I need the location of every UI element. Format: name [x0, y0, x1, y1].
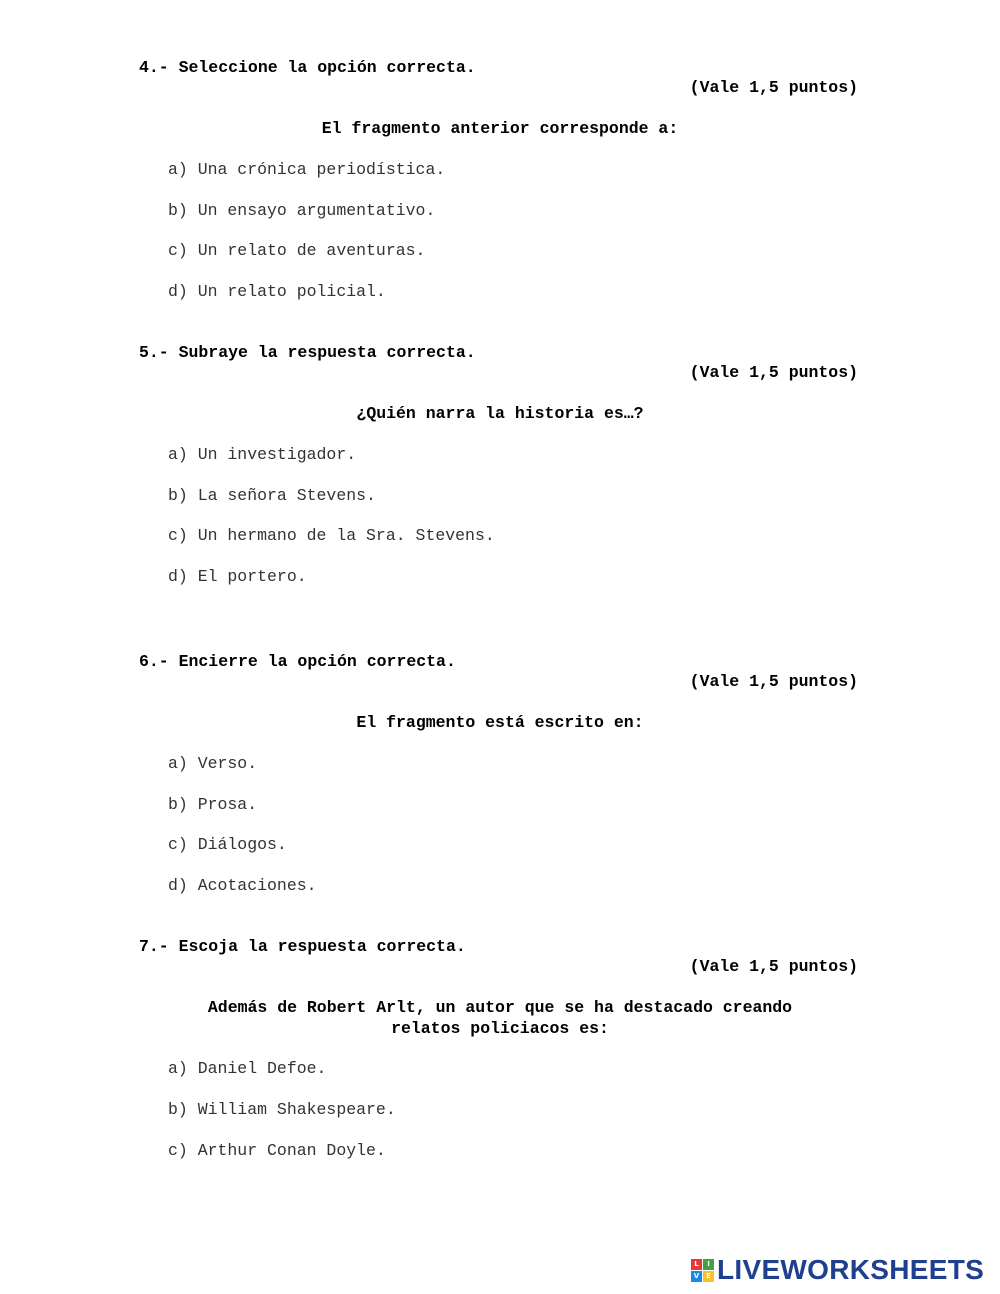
logo-mark-v: V — [691, 1271, 702, 1282]
question-7-option-a[interactable]: a) Daniel Defoe. — [168, 1059, 327, 1078]
question-4-option-a[interactable]: a) Una crónica periodística. — [168, 160, 446, 179]
question-5-option-c[interactable]: c) Un hermano de la Sra. Stevens. — [168, 526, 495, 545]
question-5-option-d[interactable]: d) El portero. — [168, 567, 307, 586]
question-4-option-b[interactable]: b) Un ensayo argumentativo. — [168, 201, 436, 220]
logo-mark-l: L — [691, 1259, 702, 1270]
question-5-title: 5.- Subraye la respuesta correcta. — [139, 343, 476, 362]
question-6-option-b[interactable]: b) Prosa. — [168, 795, 258, 814]
question-5-option-b[interactable]: b) La señora Stevens. — [168, 486, 376, 505]
question-4-prompt: El fragmento anterior corresponde a: — [321, 119, 679, 138]
logo-text: LIVEWORKSHEETS — [717, 1254, 985, 1285]
question-5-prompt: ¿Quién narra la historia es…? — [356, 404, 644, 423]
question-6-option-c[interactable]: c) Diálogos. — [168, 835, 287, 854]
logo-mark-e: E — [703, 1271, 714, 1282]
question-7-option-b[interactable]: b) William Shakespeare. — [168, 1100, 396, 1119]
question-6-option-d[interactable]: d) Acotaciones. — [168, 876, 317, 895]
question-4-points: (Vale 1,5 puntos) — [689, 78, 858, 97]
liveworksheets-logo-icon — [691, 1259, 714, 1282]
question-6-points: (Vale 1,5 puntos) — [689, 672, 858, 691]
liveworksheets-logo — [691, 1254, 984, 1286]
question-6-title: 6.- Encierre la opción correcta. — [139, 652, 456, 671]
question-4-option-d[interactable]: d) Un relato policial. — [168, 282, 386, 301]
question-6-prompt: El fragmento está escrito en: — [356, 713, 644, 732]
question-5-option-a[interactable]: a) Un investigador. — [168, 445, 357, 464]
logo-mark-i: I — [703, 1259, 714, 1270]
question-4-title: 4.- Seleccione la opción correcta. — [139, 58, 476, 77]
question-4-option-c[interactable]: c) Un relato de aventuras. — [168, 241, 426, 260]
question-7-title: 7.- Escoja la respuesta correcta. — [139, 937, 466, 956]
question-7-option-c[interactable]: c) Arthur Conan Doyle. — [168, 1141, 386, 1160]
question-6-option-a[interactable]: a) Verso. — [168, 754, 258, 773]
question-5-points: (Vale 1,5 puntos) — [689, 363, 858, 382]
question-7-prompt: Además de Robert Arlt, un autor que se ha destacado creando relatos policiacos es: — [207, 998, 793, 1038]
question-7-points: (Vale 1,5 puntos) — [689, 957, 858, 976]
